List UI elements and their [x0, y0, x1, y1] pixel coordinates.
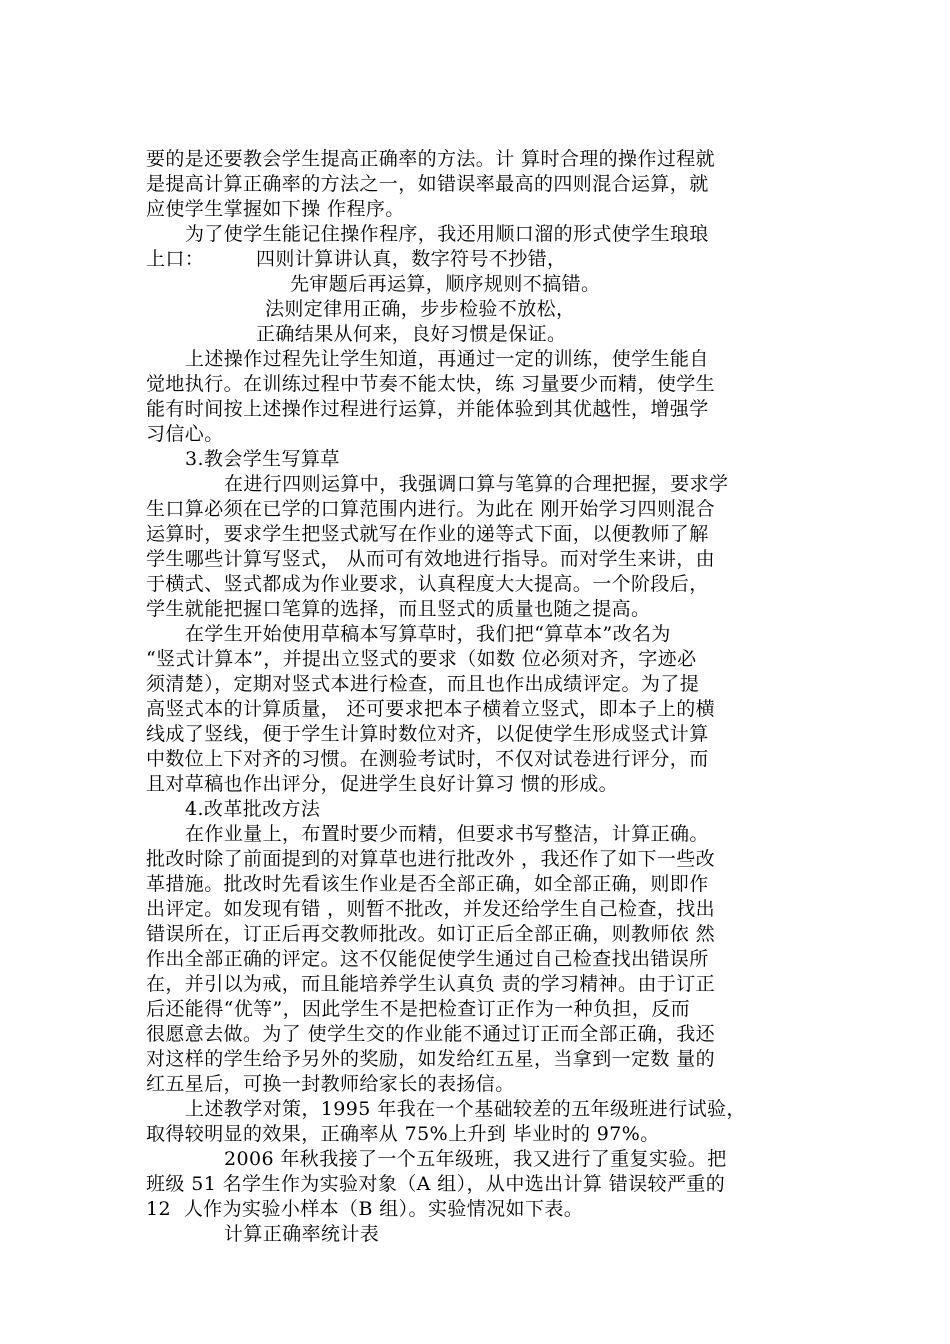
text-line: 在，并引以为戒，而且能培养学生认真负 责的学习精神。由于订正 [146, 973, 716, 995]
text-line: 学生哪些计算写竖式， 从而可有效地进行指导。而对学生来讲，由 [146, 548, 716, 570]
text-line: 错误所在，订正后再交教师批改。如订正后全部正确，则教师依 然 [146, 923, 716, 945]
text-line: 觉地执行。在训练过程中节奏不能太快，练 习量要少而精，使学生 [146, 373, 716, 395]
text-line: 能有时间按上述操作过程进行运算，并能体验到其优越性，增强学 [146, 398, 709, 420]
text-line: 生口算必须在已学的口算范围内进行。为此在 刚开始学习四则混合 [146, 498, 716, 520]
text-line: 为了使学生能记住操作程序，我还用顺口溜的形式使学生琅琅 [185, 223, 709, 245]
text-line: 很愿意去做。为了 使学生交的作业能不通过订正而全部正确，我还 [146, 1023, 716, 1045]
text-line: 在作业量上，布置时要少而精，但要求书写整洁，计算正确。 [185, 823, 709, 845]
text-line: 取得较明显的效果，正确率从 75%上升到 毕业时的 97%。 [146, 1123, 660, 1145]
section-heading: 3.教会学生写算草 [185, 448, 340, 470]
section-heading: 4.改革批改方法 [185, 798, 321, 820]
text-line: 应使学生掌握如下操 作程序。 [146, 198, 405, 220]
text-line: 上述操作过程先让学生知道，再通过一定的训练，使学生能自 [185, 348, 709, 370]
table-caption: 计算正确率统计表 [224, 1223, 380, 1245]
poem-line: 法则定律用正确，步步检验不放松， [265, 298, 576, 320]
text-line: 作出全部正确的评定。这不仅能促使学生通过自己检查找出错误所 [146, 948, 709, 970]
text-line: 习信心。 [146, 423, 224, 445]
text-line: 出评定。如发现有错 ，则暂不批改，并发还给学生自己检查，找出 [146, 898, 716, 920]
text-line: 对这样的学生给予另外的奖励，如发给红五星，当拿到一定数 量的 [146, 1048, 716, 1070]
poem-line: 先审题后再运算，顺序规则不搞错。 [290, 273, 601, 295]
text-line: 要的是还要教会学生提高正确率的方法。计 算时合理的操作过程就 [146, 148, 716, 170]
text-line: 2006 年秋我接了一个五年级班，我又进行了重复实验。把 [224, 1148, 727, 1170]
text-line: 高竖式本的计算质量， 还可要求把本子横着立竖式，即本子上的横 [146, 698, 716, 720]
poem-line: 四则计算讲认真，数字符号不抄错， [256, 248, 567, 270]
text-line: 于横式、竖式都成为作业要求，认真程度大大提高。一个阶段后， [146, 573, 709, 595]
text-line: 红五星后，可换一封教师给家长的表扬信。 [146, 1073, 515, 1095]
text-line: 批改时除了前面提到的对算草也进行批改外 ，我还作了如下一些改 [146, 848, 716, 870]
text-line: 12 人作为实验小样本（B 组）。实验情况如下表。 [146, 1198, 584, 1220]
text-line: 上口： [146, 248, 205, 270]
text-line: 学生就能把握口笔算的选择，而且竖式的质量也随之提高。 [146, 598, 651, 620]
text-line: 在学生开始使用草稿本写算草时，我们把“算草本”改名为 [185, 623, 671, 645]
text-line: 在进行四则运算中，我强调口算与笔算的合理把握，要求学 [224, 473, 729, 495]
text-line: 革措施。批改时先看该生作业是否全部正确，如全部正确，则即作 [146, 873, 709, 895]
text-line: 后还能得“优等”，因此学生不是把检查订正作为一种负担，反而 [146, 998, 691, 1020]
text-line: 线成了竖线，便于学生计算时数位对齐，以促使学生形成竖式计算 [146, 723, 709, 745]
text-line: 须清楚），定期对竖式本进行检查，而且也作出成绩评定。为了提 [146, 673, 700, 695]
text-line: 上述教学对策，1995 年我在一个基础较差的五年级班进行试验， [185, 1098, 746, 1120]
text-line: 且对草稿也作出评分，促进学生良好计算习 惯的形成。 [146, 773, 619, 795]
text-line: 班级 51 名学生作为实验对象（A 组），从中选出计算 错误较严重的 [146, 1173, 726, 1195]
text-line: 运算时，要求学生把竖式就写在作业的递等式下面，以便教师了解 [146, 523, 709, 545]
poem-line: 正确结果从何来，良好习惯是保证。 [256, 323, 567, 345]
text-line: “竖式计算本”，并提出立竖式的要求（如数 位必须对齐，字迹必 [146, 648, 697, 670]
text-line: 中数位上下对齐的习惯。在测验考试时，不仅对试卷进行评分，而 [146, 748, 709, 770]
text-line: 是提高计算正确率的方法之一，如错误率最高的四则混合运算，就 [146, 173, 709, 195]
